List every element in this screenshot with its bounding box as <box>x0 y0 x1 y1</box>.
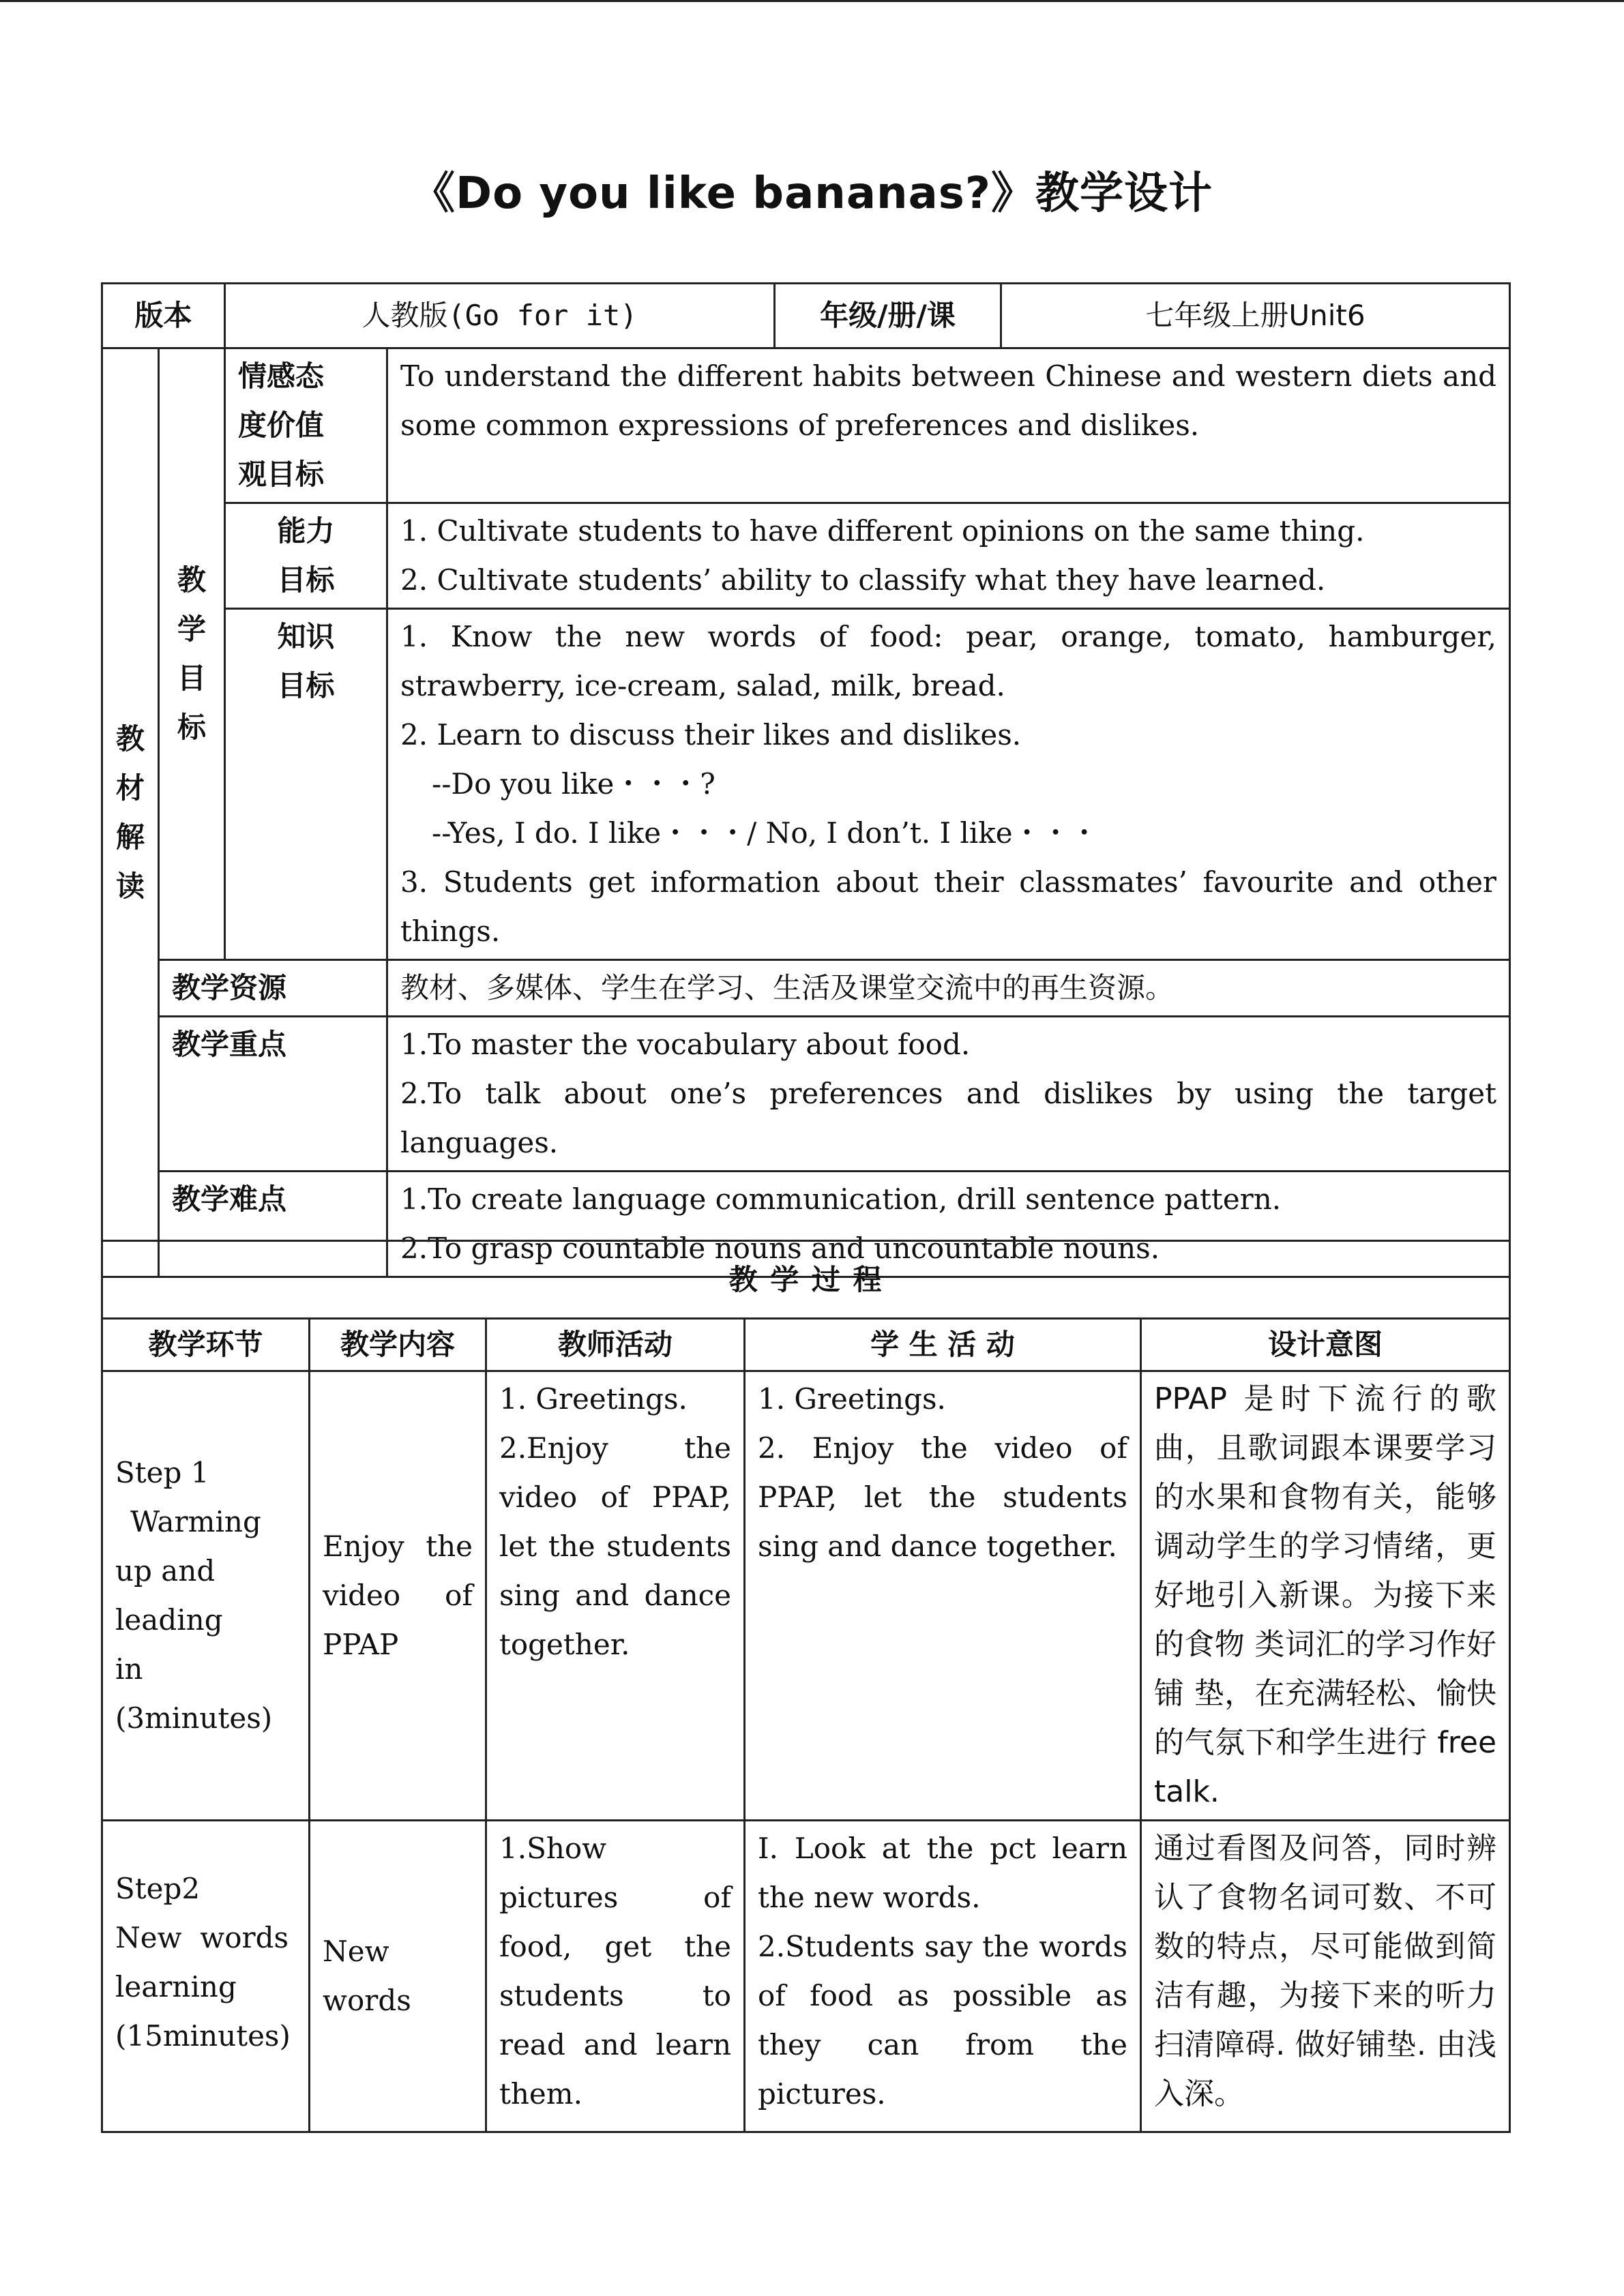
page-title: 《Do you like bananas?》教学设计 <box>411 168 1213 219</box>
table-row <box>102 1371 1510 1821</box>
teacher-activity-cell: 1. Greetings. 2.Enjoy the video of PPAP, let the students sing and dance together. <box>486 1371 745 1821</box>
top-border-line <box>0 0 1624 2</box>
teacher-activity-cell: 1.Show pictures of food, get the students to read and learn them. <box>486 1821 745 2132</box>
step-cell: Step2 New words learning (15minutes) <box>102 1821 310 2132</box>
resources-text: 教材、多媒体、学生在学习、生活及课堂交流中的再生资源。 <box>387 960 1510 1017</box>
design-intent-cell: 通过看图及问答，同时辨认了食物名词可数、不可数的特点，尽可能做到简洁有趣，为接下来的听力扫清障碍. 做好铺垫. 由浅入深。 <box>1141 1821 1510 2132</box>
content-cell: Enjoy the video of PPAP <box>310 1371 486 1821</box>
student-activity-cell: I. Look at the pct learn the new words. 2.Students say the words of food as possible as they can from the pictures. <box>745 1821 1141 2132</box>
column-header: 设计意图 <box>1141 1319 1510 1371</box>
edition-label: 版本 <box>102 284 225 348</box>
textbook-analysis-label: 教 材 解 读 <box>102 348 159 1277</box>
knowledge-objective-text: 1. Know the new words of food: pear, orange, tomato, hamburger, strawberry, ice-cream, salad, milk, bread. 2. Learn to discuss their likes and dislikes. --Do you like・・・? --Yes, I do. I like・・・/ No, I don’t. I like・・・ 3. Students get information about their classmates’ favourite and other things. <box>387 609 1510 960</box>
resources-label: 教学资源 <box>159 960 387 1017</box>
difficulties-text: 1.To create language communication, drill sentence pattern. 2.To grasp countable nouns and uncountable nouns. <box>387 1172 1510 1277</box>
ability-objective-label: 能力 目标 <box>225 503 387 609</box>
grade-label: 年级/册/课 <box>775 284 1001 348</box>
design-intent-cell: PPAP 是时下流行的歌曲，且歌词跟本课要学习的水果和食物有关，能够调动学生的学习情绪，更好地引入新课。为接下来的食物 类词汇的学习作好铺 垫，在充满轻松、愉快的气氛下和学生进行 free talk. <box>1141 1371 1510 1821</box>
edition-value: 人教版(Go for it) <box>225 284 775 348</box>
column-header: 教师活动 <box>486 1319 745 1371</box>
teaching-objectives-label: 教 学 目 标 <box>159 348 225 960</box>
difficulties-label: 教学难点 <box>159 1172 387 1277</box>
key-points-text: 1.To master the vocabulary about food. 2.To talk about one’s preferences and dislikes by using the target languages. <box>387 1017 1510 1172</box>
affective-objective-label: 情感态 度价值 观目标 <box>225 348 387 503</box>
content-cell: New words <box>310 1821 486 2132</box>
column-header: 教学环节 <box>102 1319 310 1371</box>
knowledge-objective-label: 知识 目标 <box>225 609 387 960</box>
process-heading: 教 学 过 程 <box>102 1241 1510 1319</box>
column-header: 学 生 活 动 <box>745 1319 1141 1371</box>
student-activity-cell: 1. Greetings. 2. Enjoy the video of PPAP, let the students sing and dance together. <box>745 1371 1141 1821</box>
affective-objective-text: To understand the different habits between Chinese and western diets and some common expressions of preferences and dislikes. <box>387 348 1510 503</box>
table-row <box>102 1821 1510 2132</box>
column-header: 教学内容 <box>310 1319 486 1371</box>
key-points-label: 教学重点 <box>159 1017 387 1172</box>
course-info-table <box>101 282 1511 1278</box>
grade-value: 七年级上册Unit6 <box>1001 284 1510 348</box>
teaching-process-table <box>101 1240 1511 2133</box>
ability-objective-text: 1. Cultivate students to have different opinions on the same thing. 2. Cultivate students’ ability to classify what they have learned. <box>387 503 1510 609</box>
step-cell: Step 1 Warming up and leading in (3minutes) <box>102 1371 310 1821</box>
